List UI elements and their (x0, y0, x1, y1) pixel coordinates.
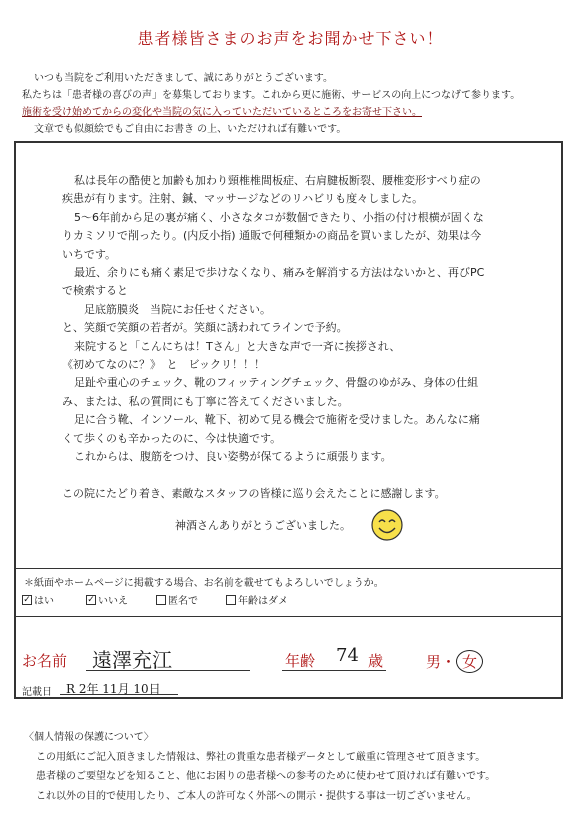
message-line: で検索すると (62, 284, 128, 298)
checkbox-empty (226, 595, 236, 605)
date-underline (60, 694, 178, 695)
privacy-heading: 〈個人情報の保護について〉 (24, 732, 154, 743)
testimonial-message (62, 172, 532, 503)
option-label: 年齢はダメ (238, 596, 288, 607)
consent-option-no[interactable] (86, 592, 128, 607)
name-underline (86, 670, 250, 671)
option-label: いいえ (98, 596, 128, 607)
age-field[interactable]: 74 (336, 645, 359, 666)
privacy-line: この用紙にご記入頂きました情報は、弊社の貴重な患者様データとして厳重に管理させて頂きます。 (36, 751, 486, 763)
message-line: 《初めてなのに？》 と ビックリ！！！ (62, 358, 266, 372)
section-divider (16, 616, 561, 617)
intro-line-1: いつも当院をご利用いただきまして、誠にありがとうございます。 (34, 73, 333, 84)
consent-option-no-age[interactable] (226, 592, 288, 607)
option-label: 匿名で (168, 596, 198, 607)
gender-separator: ・ (441, 653, 457, 671)
gender-male[interactable]: 男 (426, 653, 442, 671)
message-line: 疾患が有ります。注射、鍼、マッサージなどのリハビリも度々しました。 (62, 192, 424, 206)
option-label: はい (34, 596, 54, 607)
intro-line-3 (22, 104, 567, 121)
name-label: お名前 (22, 652, 68, 670)
intro-line-3-text: 施術を受け始めてからの変化や当院の気に入っていただいているところをお寄せ下さい。 (22, 107, 422, 118)
message-line: み、または、私の質問にも丁寧に答えてくださいました。 (62, 394, 349, 408)
thanks-line: 神酒さんありがとうございました。 (175, 519, 351, 532)
message-line: 最近、余りにも痛く素足で歩けなくなり、痛みを解消する方法はないかと、再びPC (74, 266, 485, 280)
privacy-line: 患者様のご要望などを知ること、他にお困りの患者様への参考のために使わせて頂ければ有難いです。 (36, 771, 496, 782)
message-line: りカミソリで削ったり。(内反小指) 通販で何種類かの商品を買いましたが、効果は今 (62, 229, 482, 243)
consent-options (22, 592, 306, 607)
checkbox-empty (156, 595, 166, 605)
intro-line-4: 文章でも似顔絵でもご自由にお書き の上、いただければ有難いです。 (34, 124, 347, 135)
message-line: これからは、腹筋をつけ、良い姿勢が保てるように頑張ります。 (74, 450, 392, 464)
message-line: くて歩くのも辛かったのに、今は快適です。 (62, 431, 282, 445)
consent-option-anonymous[interactable] (156, 592, 198, 607)
age-underline (282, 670, 386, 671)
consent-option-yes[interactable] (22, 592, 54, 607)
gender-selector[interactable] (426, 650, 483, 673)
message-line: 5～6年前から足の裏が痛く、小さなタコが数個できたり、小指の付け根横が固くな (74, 210, 484, 224)
intro-line-2: 私たちは「患者様の喜びの声」を募集しております。これから更に施術、サービスの向上につなげて参ります。 (22, 90, 521, 101)
gender-female-selected[interactable]: 女 (456, 650, 483, 673)
message-line: 足趾や重心のチェック、靴のフィッティングチェック、骨盤のゆがみ、身体の仕組 (74, 376, 479, 390)
message-line: 来院すると「こんにちは！Tさん」と大きな声で一斉に挨拶され、 (74, 339, 401, 353)
page-title: 患者様皆さまのお声をお聞かせ下さい！ (137, 29, 444, 48)
age-label: 年齢 (285, 652, 316, 670)
privacy-notice (24, 728, 564, 806)
message-line: 足底筋膜炎 当院にお任せください。 (84, 302, 271, 316)
privacy-line: これ以外の目的で使用したり、ご本人の許可なく外部への開示・提供する事は一切ございません。 (36, 790, 477, 802)
date-label: 記載日 (22, 687, 52, 698)
smiley-face-icon (370, 508, 404, 546)
check-mark-icon: ✓ (87, 594, 95, 605)
check-mark-icon: ✓ (23, 594, 31, 605)
message-line: 足に合う靴、インソール、靴下、初めて見る機会で施術を受けました。あんなに痛 (74, 413, 480, 427)
name-field[interactable]: 遠澤充江 (92, 648, 172, 672)
age-unit: 歳 (368, 652, 384, 670)
message-line: 私は長年の酷使と加齢も加わり頸椎椎間板症、右肩腱板断裂、腰椎変形すべり症の (74, 174, 481, 187)
date-field[interactable]: R 2年 11月 10日 (66, 682, 161, 696)
message-line: この院にたどり着き、素敵なスタッフの皆様に巡り会えたことに感謝します。 (62, 486, 446, 500)
message-line: と、笑顔で笑顔の若者が。笑顔に誘われてラインで予約。 (62, 321, 348, 335)
consent-question: ＊紙面やホームページに掲載する場合、お名前を載せてもよろしいでしょうか。 (24, 578, 384, 589)
intro-text (22, 70, 567, 138)
message-line: いちです。 (62, 247, 117, 261)
section-divider (16, 568, 561, 569)
